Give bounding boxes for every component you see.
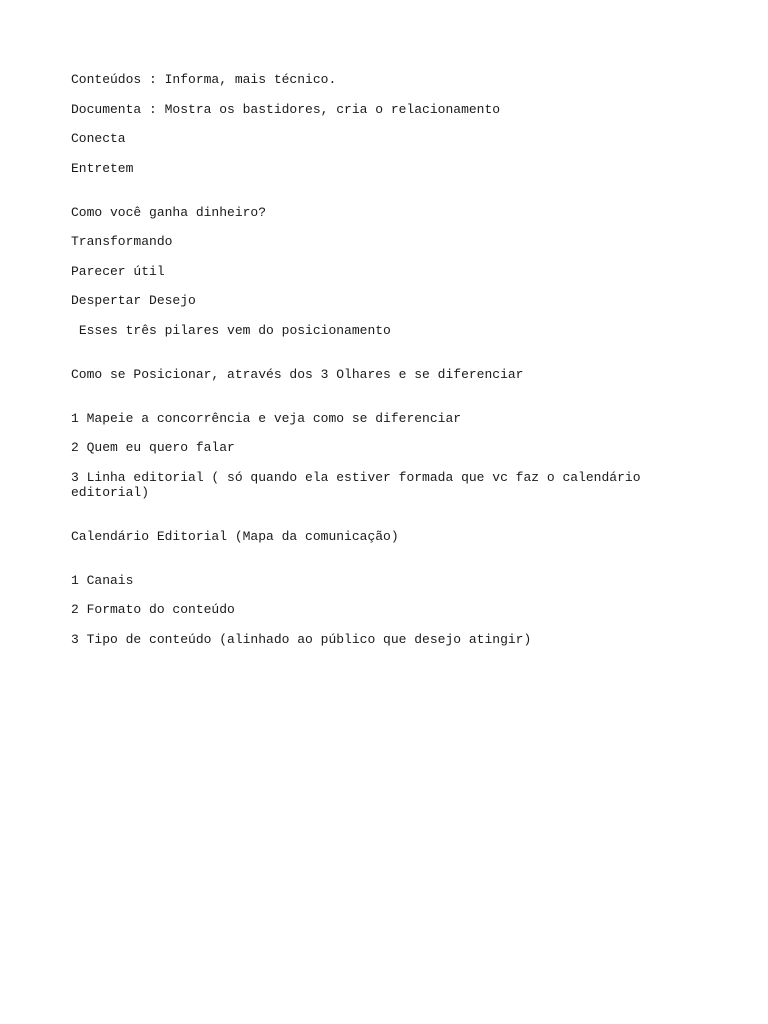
text-line: Conecta xyxy=(71,131,126,146)
text-line: 2 Formato do conteúdo xyxy=(71,602,235,617)
text-line: 1 Mapeie a concorrência e veja como se diferenciar xyxy=(71,410,462,426)
text-line: Transformando xyxy=(71,234,173,249)
text-line: Calendário Editorial (Mapa da comunicação) xyxy=(71,528,399,544)
text-line: Como você ganha dinheiro? xyxy=(71,204,267,220)
text-line: 2 Quem eu quero falar xyxy=(71,440,235,455)
text-line: Como se Posicionar, através dos 3 Olhares e se diferenciar xyxy=(71,366,524,382)
document-page xyxy=(71,72,671,647)
text-line: Documenta : Mostra os bastidores, cria o relacionamento xyxy=(71,101,501,117)
text-line: Despertar Desejo xyxy=(71,293,196,308)
text-line: Parecer útil xyxy=(71,263,165,279)
text-line: Conteúdos : Informa, mais técnico. xyxy=(71,72,337,87)
text-line: 3 Linha editorial ( só quando ela estiver formada que vc faz o calendário editorial) xyxy=(71,469,649,500)
text-line: 1 Canais xyxy=(71,572,134,588)
text-line: Entretem xyxy=(71,160,134,176)
text-line: 3 Tipo de conteúdo (alinhado ao público que desejo atingir) xyxy=(71,631,532,647)
text-line: Esses três pilares vem do posicionamento xyxy=(71,322,391,338)
